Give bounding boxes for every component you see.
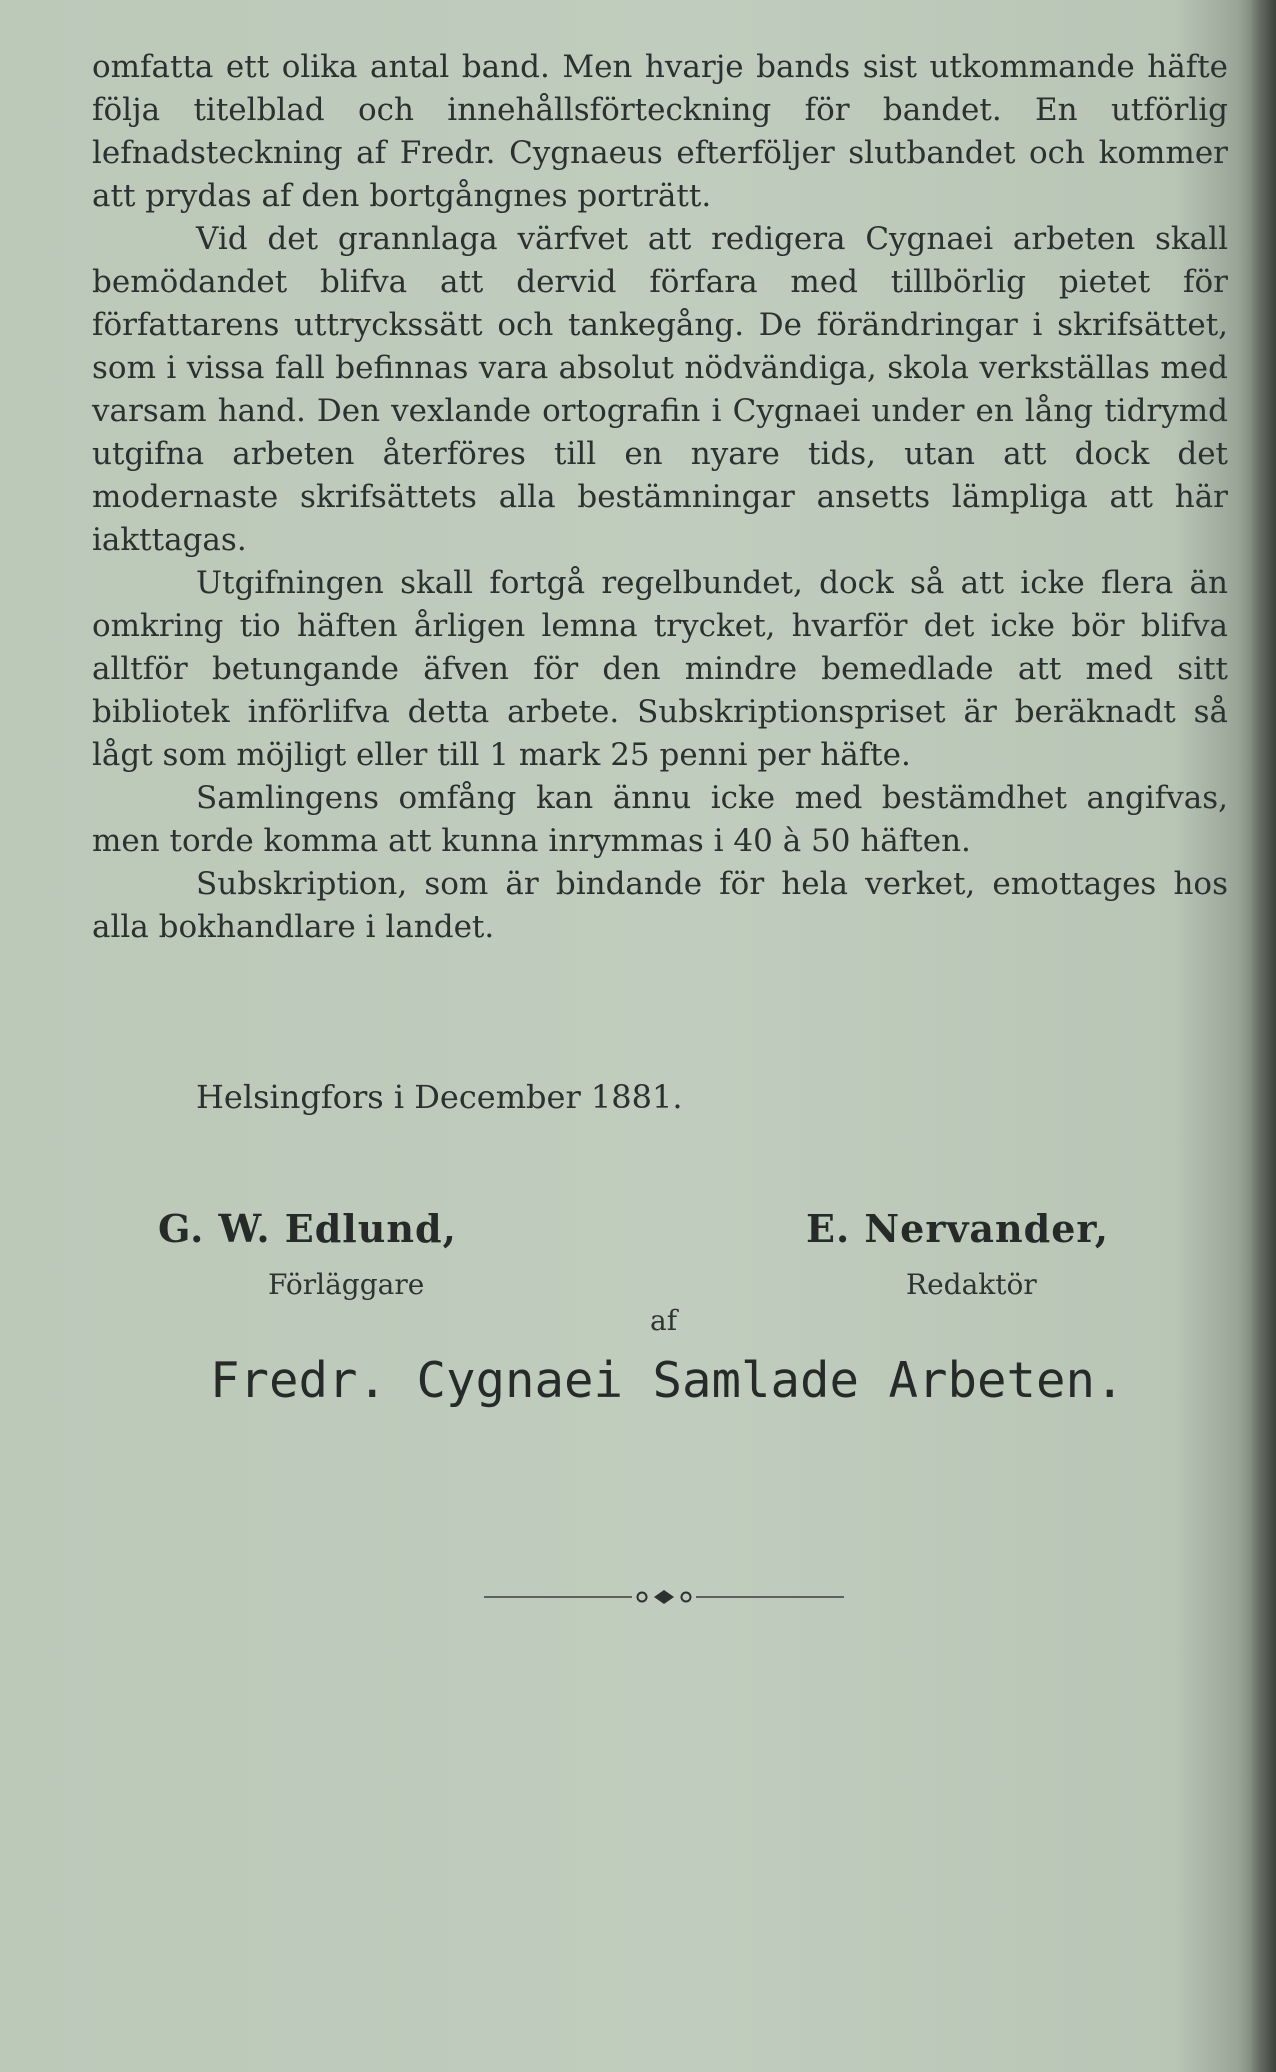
role-publisher: Förläggare xyxy=(268,1268,425,1301)
paragraph-2: Vid det grannlaga värfvet att redigera Cygnaei arbeten skall bemödandet blifva att dervid förfara med tillbörlig pietet för författarens uttryckssätt och tankegång. De förändringar i skrifsättet, som i vissa fall befinnas vara absolut nödvändiga, skola verkställas med varsam hand. Den vexlande ortografin i Cygnaei under en lång tidrymd utgifna arbeten återföres till en nyare tids, utan att dock det modernaste skrifsättets alla bestämningar ansetts lämpliga att här iakttagas. xyxy=(92,221,1228,558)
page-edge-shadow xyxy=(1250,0,1276,2072)
work-title: Fredr. Cygnaei Samlade Arbeten. xyxy=(210,1352,1125,1409)
paragraph-4: Samlingens omfång kan ännu icke med bestämdhet angifvas, men torde komma att kunna inrymmas i 40 à 50 häften. xyxy=(92,780,1228,859)
body-text xyxy=(92,46,1228,949)
signature-publisher: G. W. Edlund, xyxy=(158,1206,457,1251)
paragraph-3: Utgifningen skall fortgå regelbundet, dock så att icke flera än omkring tio häften årligen lemna trycket, hvarför det icke bör blifva alltför betungande äfven för den mindre bemedlade att med sitt bibliotek införlifva detta arbete. Subskriptionspriset är beräknadt så lågt som möjligt eller till 1 mark 25 penni per häfte. xyxy=(92,565,1228,773)
paragraph-1: omfatta ett olika antal band. Men hvarje bands sist utkommande häfte följa titelblad och innehållsförteckning för bandet. En utförlig lefnadsteckning af Fredr. Cygnaeus efterföljer slutbandet och kommer att prydas af den bortgångnes porträtt. xyxy=(92,49,1228,214)
role-editor: Redaktör xyxy=(906,1268,1037,1301)
signature-editor: E. Nervander, xyxy=(806,1206,1109,1251)
divider-ornament-icon xyxy=(484,1582,844,1612)
af-label: af xyxy=(650,1304,678,1337)
paragraph-5: Subskription, som är bindande för hela verket, emottages hos alla bokhandlare i landet. xyxy=(92,866,1228,945)
dateline: Helsingfors i December 1881. xyxy=(196,1078,683,1116)
